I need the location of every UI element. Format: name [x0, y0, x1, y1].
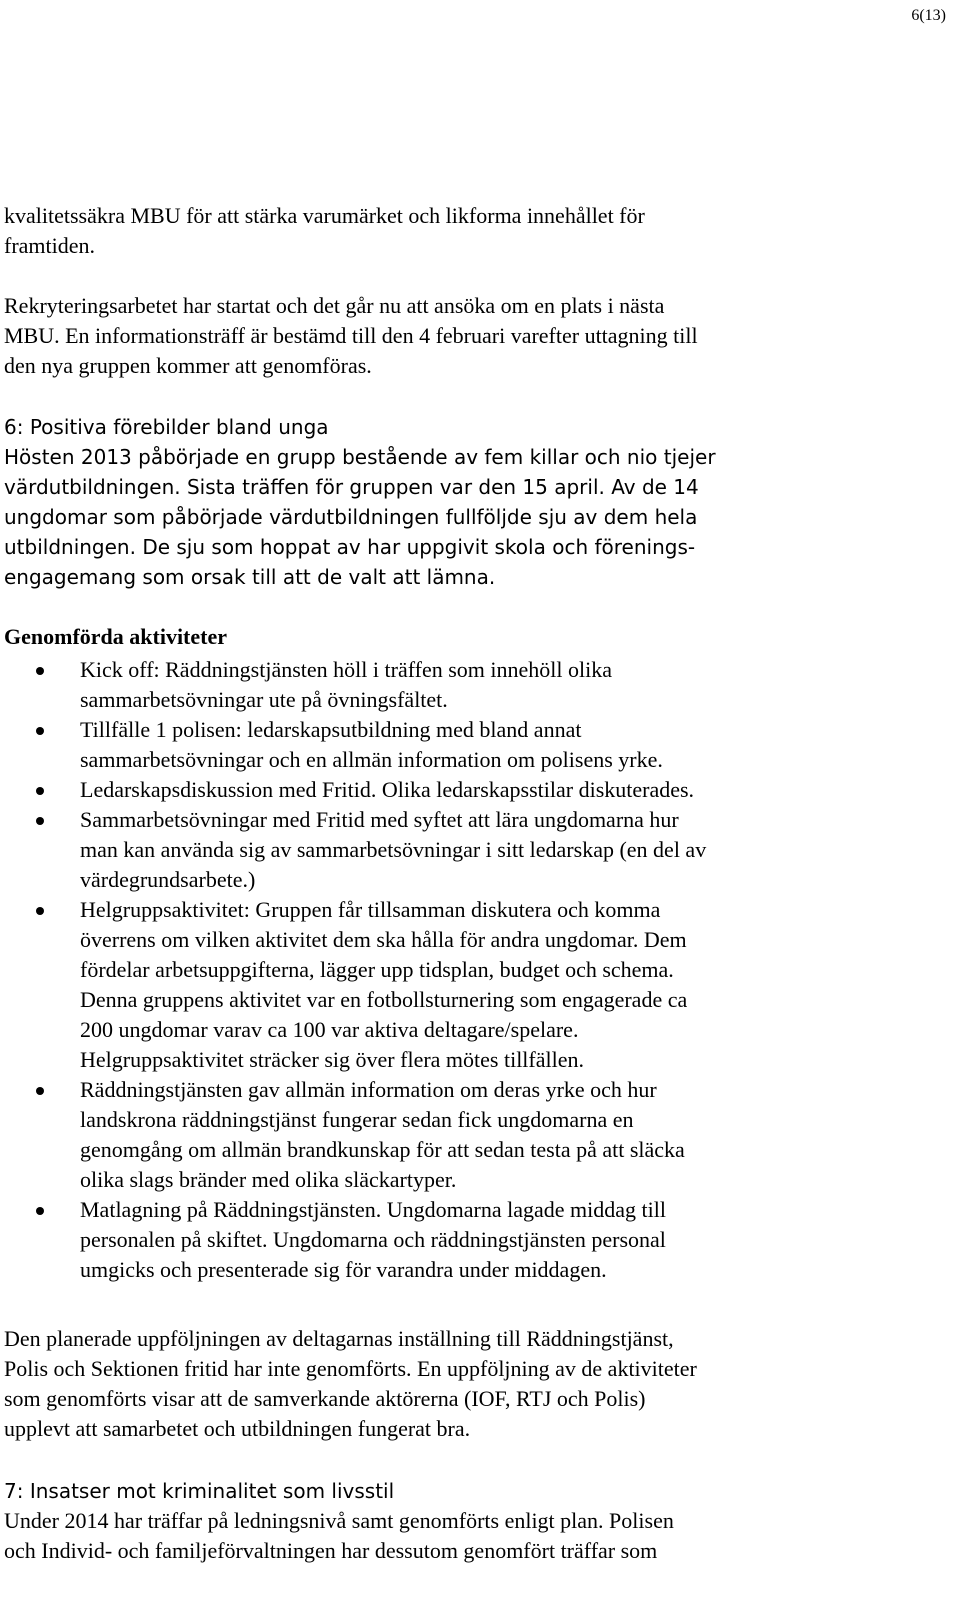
text-line: Rekryteringsarbetet har startat och det går nu att ansöka om en plats i nästa [4, 293, 665, 318]
list-item [4, 775, 934, 805]
list-item [4, 895, 934, 1075]
text-line: Kick off: Räddningstjänsten höll i träffen som innehöll olika [80, 657, 612, 682]
text-line: Helgruppsaktivitet: Gruppen får tillsamman diskutera och komma [80, 897, 661, 922]
bullet-icon [36, 1087, 44, 1095]
paragraph-recruitment [4, 291, 844, 381]
section-6-heading: 6: Positiva förebilder bland unga [4, 415, 329, 439]
list-item [4, 715, 934, 775]
text-line: värdutbildningen. Sista träffen för gruppen var den 15 april. Av de 14 [4, 475, 699, 499]
text-line: Polis och Sektionen fritid har inte genomförts. En uppföljning av de aktiviteter [4, 1356, 697, 1381]
activities-heading-block [4, 622, 844, 652]
text-line: Räddningstjänsten gav allmän information om deras yrke och hur [80, 1077, 657, 1102]
list-item [4, 655, 934, 715]
text-line: Den planerade uppföljningen av deltagarnas inställning till Räddningstjänst, [4, 1326, 674, 1351]
paragraph-intro [4, 201, 844, 261]
activities-list [4, 655, 934, 1285]
text-line: ungdomar som påbörjade värdutbildningen fullföljde sju av dem hela [4, 505, 698, 529]
text-line: genomgång om allmän brandkunskap för att sedan testa på att släcka [80, 1137, 685, 1162]
section-7 [4, 1476, 844, 1566]
bullet-icon [36, 727, 44, 735]
text-line: landskrona räddningstjänst fungerar sedan fick ungdomarna en [80, 1107, 634, 1132]
text-line: värdegrundsarbete.) [80, 867, 256, 892]
text-line: personalen på skiftet. Ungdomarna och räddningstjänsten personal [80, 1227, 666, 1252]
text-line: utbildningen. De sju som hoppat av har uppgivit skola och förenings- [4, 535, 696, 559]
text-line: Under 2014 har träffar på ledningsnivå samt genomförts enligt plan. Polisen [4, 1508, 674, 1533]
section-7-heading: 7: Insatser mot kriminalitet som livsstil [4, 1479, 395, 1503]
text-line: och Individ- och familjeförvaltningen har dessutom genomfört träffar som [4, 1538, 658, 1563]
page-number: 6(13) [911, 7, 946, 24]
text-line: upplevt att samarbetet och utbildningen fungerat bra. [4, 1416, 471, 1441]
text-line: sammarbetsövningar ute på övningsfältet. [80, 687, 448, 712]
text-line: fördelar arbetsuppgifterna, lägger upp tidsplan, budget och schema. [80, 957, 674, 982]
text-line: kvalitetssäkra MBU för att stärka varumärket och likforma innehållet för [4, 203, 645, 228]
bullet-icon [36, 817, 44, 825]
text-line: framtiden. [4, 233, 96, 258]
text-line: Matlagning på Räddningstjänsten. Ungdomarna lagade middag till [80, 1197, 666, 1222]
bullet-icon [36, 907, 44, 915]
text-line: den nya gruppen kommer att genomföras. [4, 353, 372, 378]
text-line: engagemang som orsak till att de valt att lämna. [4, 565, 496, 589]
text-line: sammarbetsövningar och en allmän information om polisens yrke. [80, 747, 663, 772]
text-line: MBU. En informationsträff är bestämd till den 4 februari varefter uttagning till [4, 323, 698, 348]
text-line: man kan använda sig av sammarbetsövningar i sitt ledarskap (en del av [80, 837, 707, 862]
text-line: Hösten 2013 påbörjade en grupp bestående av fem killar och nio tjejer [4, 445, 716, 469]
bullet-icon [36, 1207, 44, 1215]
text-line: Helgruppsaktivitet sträcker sig över flera mötes tillfällen. [80, 1047, 585, 1072]
section-6 [4, 412, 844, 592]
bullet-icon [36, 787, 44, 795]
paragraph-followup [4, 1324, 844, 1444]
bullet-icon [36, 667, 44, 675]
text-line: olika slags bränder med olika släckartyper. [80, 1167, 457, 1192]
text-line: Denna gruppens aktivitet var en fotbollsturnering som engagerade ca [80, 987, 688, 1012]
text-line: Ledarskapsdiskussion med Fritid. Olika ledarskapsstilar diskuterades. [80, 777, 695, 802]
list-item [4, 1075, 934, 1195]
list-item [4, 805, 934, 895]
text-line: Tillfälle 1 polisen: ledarskapsutbildning med bland annat [80, 717, 582, 742]
text-line: överrens om vilken aktivitet dem ska hålla för andra ungdomar. Dem [80, 927, 687, 952]
text-line: umgicks och presenterade sig för varandra under middagen. [80, 1257, 607, 1282]
list-item [4, 1195, 934, 1285]
text-line: 200 ungdomar varav ca 100 var aktiva deltagare/spelare. [80, 1017, 579, 1042]
text-line: som genomförts visar att de samverkande aktörerna (IOF, RTJ och Polis) [4, 1386, 646, 1411]
activities-heading: Genomförda aktiviteter [4, 624, 227, 649]
text-line: Sammarbetsövningar med Fritid med syftet att lära ungdomarna hur [80, 807, 679, 832]
